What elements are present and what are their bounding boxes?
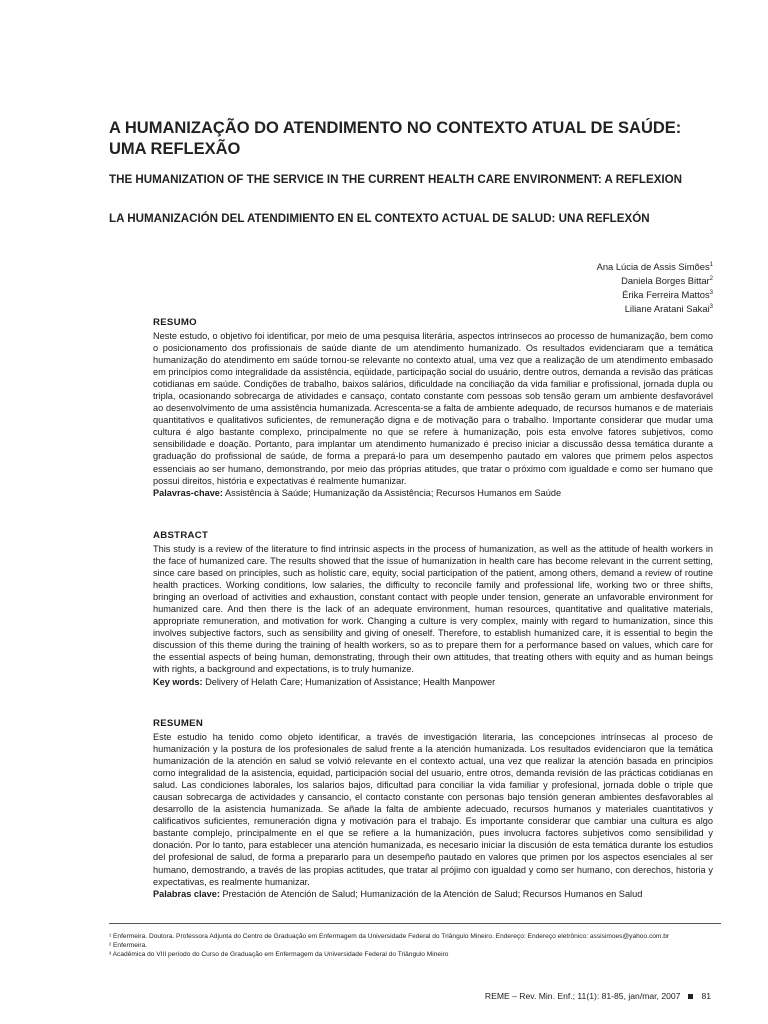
keywords-label: Palabras clave: [153, 888, 220, 899]
footnote: ² Enfermeira. [109, 942, 148, 949]
author: Daniela Borges Bittar$^2$ [621, 275, 713, 287]
resumo-body: Neste estudo, o objetivo foi identificar, por meio de uma pesquisa literária, aspectos intrínsecos ao processo de humanização, bem como o posicionamento dos profissionais de saúde diante de um atendimento humanizado. Os resultados evidenciaram que a temática humanização do atendimento em saúde tornou-se relevante no contexto atual, uma vez que a realização de um atendimento embasado em princípios como integralidade da assistência, eqüidade, participação social do usuário, dentre outros, demanda a revisão das práticas cotidianas em saúde. Condições de trabalho, baixos salários, dificuldade na conciliação da vida familiar e profissional, jornada dupla ou tripla, ocasionando sobrecarga de atividades e cansaço, contato constante com pessoas sob tensão geram um ambiente desfavorável ao desenvolvimento de uma assistência humanizada. Acrescenta-se a falta de ambiente adequado, de recursos humanos e de materiais quantitativos e qualitativos suficientes, de remuneração digna e de motivação para o trabalho. Importante considerar que mudar uma cultura é algo bastante complexo, principalmente no que se refere à humanização, pois esta envolve fatores subjetivos, como sensibilidade e doação. Portanto, para implantar um atendimento humanizado é preciso iniciar a discussão dessa temática durante a graduação do profissional de saúde, de forma a prepará-lo para um desempenho pautado em valores que primem pelos aspectos essenciais ao ser humano, demonstrando, por meio das próprias atitudes, que tratar o próximo com igualdade e como ser humano que possui direitos, história e expectativas é realmente humanizar. [153, 331, 713, 486]
article-title-english: THE HUMANIZATION OF THE SERVICE IN THE CURRENT HEALTH CARE ENVIRONMENT: A REFLEXION [109, 173, 683, 186]
resumo-heading: RESUMO [153, 317, 197, 328]
author: Érika Ferreira Mattos$^3$ [622, 289, 713, 301]
footnotes [109, 932, 721, 959]
resumen-heading: RESUMEN [153, 718, 204, 729]
journal-citation: REME – Rev. Min. Enf.; 11(1): 81-85, jan/mar, 2007 [484, 991, 681, 1001]
keywords-text: Assistência à Saúde; Humanização da Assistência; Recursos Humanos em Saúde [225, 487, 562, 498]
footnote: ³ Acadêmica do VIII período do Curso de Graduação em Enfermagem da Universidade Federal do Triângulo Mineiro [109, 951, 449, 958]
resumo-keywords [153, 487, 713, 499]
author-list [597, 259, 713, 316]
abstract-keywords [153, 676, 713, 688]
article-title-portuguese: A HUMANIZAÇÃO DO ATENDIMENTO NO CONTEXTO ATUAL DE SAÚDE: UMA REFLEXÃO [109, 119, 682, 158]
page-number: 81 [701, 991, 711, 1001]
footnote-divider [109, 923, 721, 924]
resumen-section [153, 718, 713, 900]
page-footer [485, 991, 711, 1001]
resumen-body: Este estudio ha tenido como objeto identificar, a través de investigación literaria, las concepciones intrínsecas al proceso de humanización y la postura de los profesionales de salud frente a la atención humanizada. Los resultados evidenciaron que la temática humanización de la atención en salud se volvió relevante en el contexto actual, una vez que realizar la atención basada en principios como integralidad de la asistencia, equidad, participación social del usuario, entre otros, demanda revisión de las prácticas cotidianas en salud. Las condiciones laborales, los salarios bajos, dificultad para conciliar la vida familiar y profesional, jornada doble o triple que causan sobrecarga de actividades y cansancio, el contacto constante con personas bajo tensión generan ambientes desfavorables al desarrollo de la asistencia humanizada. Se añade la falta de ambiente adecuado, recursos humanos y materiales cuantitativos y calificativos suficientes, remuneración digna y motivación para el trabajo. Es importante considerar que cambiar una cultura es algo bastante complejo, principalmente en el que se refiere a la humanización, pues involucra factores subjetivos como sensibilidad y donación. Por lo tanto, para establecer una atención humanizada, es necesario iniciar la discusión de esta temática durante los estudios del profesional de salud, de forma a prepararlo para un desempeño pautado en valores que primen por los aspectos esenciales al ser humano, demostrando, a través de las propias actitudes, que tratar al prójimo con igualdad y como ser humano, con derechos, historia y expectativas, es realmente humanizar. [153, 732, 713, 887]
abstract-body: This study is a review of the literature to find intrinsic aspects in the process of humanization, as well as the attitude of health workers in the face of humanized care. The results showed that the issue of humanization in health care has become relevant in the current setting, since care based on principles, such as holistic care, equity, social participation of the patient, among others, demand a review of routine health practices. Working conditions, low salaries, the difficulty to reconcile family and professional life, working two or three shifts, bringing an overload of activities and exhaustion, constant contact with people under tension, generate an unfavorable environment for humanized care. And then there is the lack of an adequate environment, human resources, quantitative and qualitative materials, appropriate remuneration, and motivation for work. Changing a culture is very complex, mainly with regard to humanization, since this involves subjective factors, such as sensibility and giving of oneself. Therefore, to establish humanized care, it is essential to begin the discussion of this theme during the training of health workers, so as to prepare them for a performance based on values, which care for the essential aspects of being human, demonstrating, through their own attitudes, that treating others with equity and as human beings with rights, a background and expectations, is to truly humanize. [153, 544, 713, 675]
square-bullet-icon [688, 994, 693, 999]
keywords-label: Palavras-chave: [153, 487, 223, 498]
abstract-section [153, 530, 713, 688]
keywords-text: Prestación de Atención de Salud; Humanización de la Atención de Salud; Recursos Humanos en Salud [222, 888, 643, 899]
article-title-spanish: LA HUMANIZACIÓN DEL ATENDIMIENTO EN EL CONTEXTO ACTUAL DE SALUD: UNA REFLEXÓN [109, 212, 650, 225]
keywords-text: Delivery of Helath Care; Humanization of Assistance; Health Manpower [205, 676, 496, 687]
keywords-label: Key words: [153, 676, 203, 687]
abstract-heading: ABSTRACT [153, 530, 209, 541]
author: Ana Lúcia de Assis Simões$^1$ [596, 261, 713, 273]
footnote: ¹ Enfermeira. Doutora. Professora Adjunta do Centro de Graduação em Enfermagem da Universidade Federal do Triângulo Mineiro. Endereço: Endereço eletrônico: assisimoes@yahoo.com.br [109, 933, 670, 940]
resumen-keywords [153, 888, 713, 900]
author: Liliane Aratani Sakai$^3$ [624, 303, 713, 315]
resumo-section [153, 317, 713, 499]
